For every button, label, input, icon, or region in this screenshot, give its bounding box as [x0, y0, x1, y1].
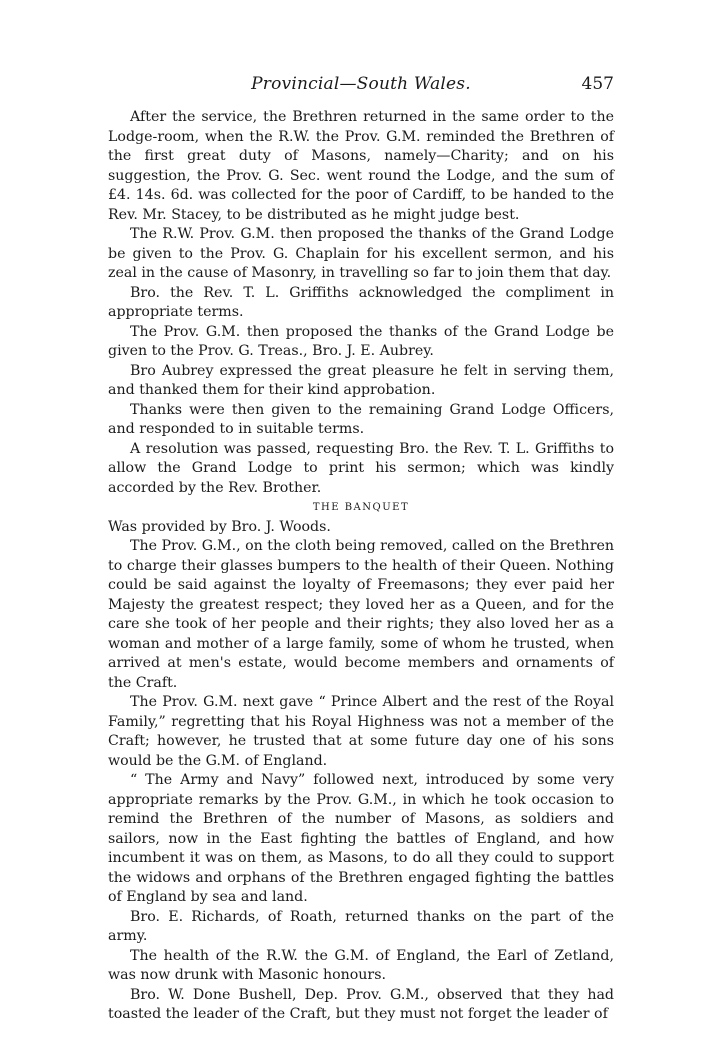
paragraph: The Prov. G.M. then proposed the thanks of the Grand Lodge be given to the Prov. G. Treas., Bro. J. E. Aubrey. [108, 323, 614, 359]
body-text [108, 108, 614, 1025]
paragraph: A resolution was passed, requesting Bro. the Rev. T. L. Griffiths to allow the Grand Lodge to print his sermon; which was kindly accorded by the Rev. Brother. [108, 440, 614, 496]
paragraph: “ The Army and Navy” followed next, introduced by some very appropriate remarks by the Prov. G.M., in which he took occasion to remind the Brethren of the number of Masons, as soldiers and sailors, now in the East fighting the battles of England, and how incumbent it was on them, as Masons, to do all they could to support the widows and orphans of the Brethren engaged fighting the battles of England by sea and land. [108, 772, 614, 905]
paragraph: Bro. the Rev. T. L. Griffiths acknowledged the compliment in appropriate terms. [108, 284, 614, 320]
paragraph: After the service, the Brethren returned in the same order to the Lodge-room, when the R.W. the Prov. G.M. reminded the Brethren of the first great duty of Masons, namely—Charity; and on his suggestion, the Prov. G. Sec. went round the Lodge, and the sum of £4. 14s. 6d. was collected for the poor of Cardiff, to be handed to the Rev. Mr. Stacey, to be distributed as he might judge best. [108, 109, 614, 223]
running-title: Provincial—South Wales. [251, 74, 471, 94]
paragraph: Bro. E. Richards, of Roath, returned thanks on the part of the army. [108, 908, 614, 944]
paragraph: The Prov. G.M., on the cloth being removed, called on the Brethren to charge their glasses bumpers to the health of their Queen. Nothing could be said against the loyalty of Freemasons; they ever paid her Majesty the greatest respect; they loved her as a Queen, and for the care she took of her people and their rights; they also loved her as a woman and mother of a large family, some of whom he trusted, when arrived at men's estate, would become members and ornaments of the Craft. [108, 538, 615, 691]
paragraph: Was provided by Bro. J. Woods. [108, 518, 331, 535]
section-heading: THE BANQUET [312, 502, 410, 513]
paragraph: Bro Aubrey expressed the great pleasure he felt in serving them, and thanked them for their kind approbation. [108, 362, 614, 398]
page-number: 457 [581, 74, 614, 94]
paragraph: The health of the R.W. the G.M. of England, the Earl of Zetland, was now drunk with Masonic honours. [108, 947, 614, 983]
running-header [108, 74, 614, 98]
paragraph: The Prov. G.M. next gave “ Prince Albert and the rest of the Royal Family,” regretting that his Royal Highness was not a member of the Craft; however, he trusted that at some future day one of his sons would be the G.M. of England. [108, 694, 614, 769]
paragraph: The R.W. Prov. G.M. then proposed the thanks of the Grand Lodge be given to the Prov. G. Chaplain for his excellent sermon, and his zeal in the cause of Masonry, in travelling so far to join them that day. [108, 226, 614, 281]
paragraph: Thanks were then given to the remaining Grand Lodge Officers, and responded to in suitable terms. [108, 401, 614, 437]
paragraph: Bro. W. Done Bushell, Dep. Prov. G.M., observed that they had toasted the leader of the Craft, but they must not forget the leader of [108, 986, 614, 1022]
